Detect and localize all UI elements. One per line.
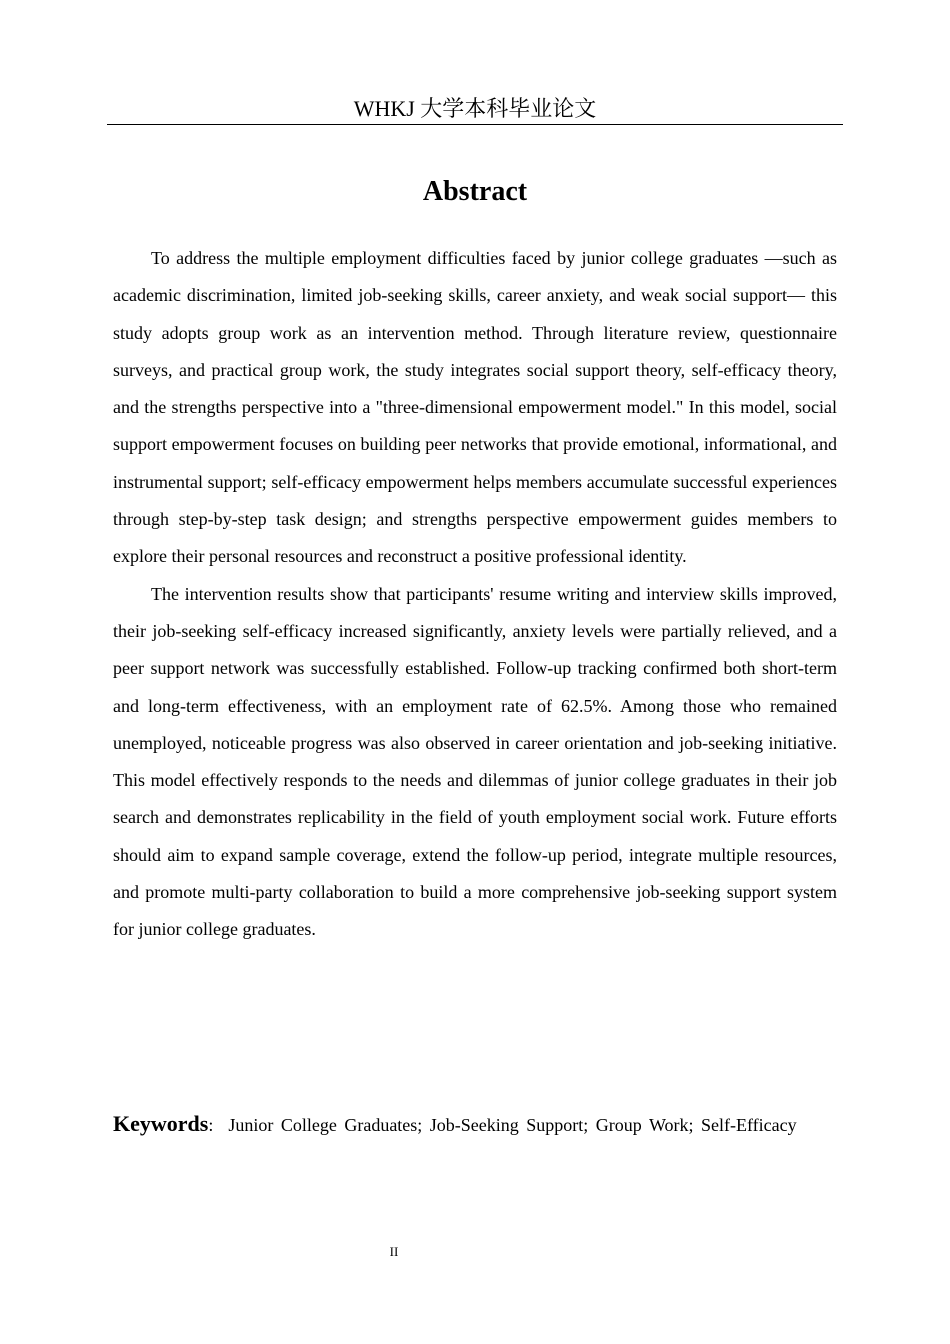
abstract-body [113,240,837,949]
header-title: WHKJ 大学本科毕业论文 [353,96,597,121]
abstract-title: Abstract [422,176,528,207]
keywords-label: Keywords [113,1111,209,1136]
keywords-text: Junior College Graduates; Job-Seeking Support; Group Work; Self-Efficacy [228,1115,797,1135]
keywords-separator: : [208,1115,214,1135]
running-header [107,94,843,125]
abstract-paragraph-2: The intervention results show that participants' resume writing and interview skills improved, their job-seeking self-efficacy increased significantly, anxiety levels were partially relieved, and a peer support network was successfully established. Follow-up tracking confirmed both short-term and long-term effectiveness, with an employment rate of 62.5%. Among those who remained unemployed, noticeable progress was also observed in career orientation and job-seeking initiative. This model effectively responds to the needs and dilemmas of junior college graduates in their job search and demonstrates replicability in the field of youth employment social work. Future efforts should aim to expand sample coverage, extend the follow-up period, integrate multiple resources, and promote multi-party collaboration to build a more comprehensive job-seeking support system for junior college graduates. [113,583,837,940]
keywords-section [113,1100,815,1149]
abstract-paragraph-1: To address the multiple employment difficulties faced by junior college graduates —such as academic discrimination, limited job-seeking skills, career anxiety, and weak social support— this study adopts group work as an intervention method. Through literature review, questionnaire surveys, and practical group work, the study integrates social support theory, self-efficacy theory, and the strengths perspective into a "three-dimensional empowerment model." In this model, social support empowerment focuses on building peer networks that provide emotional, informational, and instrumental support; self-efficacy empowerment helps members accumulate successful experiences through step-by-step task design; and strengths perspective empowerment guides members to explore their personal resources and reconstruct a positive professional identity. [113,248,837,567]
page-number: II [389,1244,399,1259]
